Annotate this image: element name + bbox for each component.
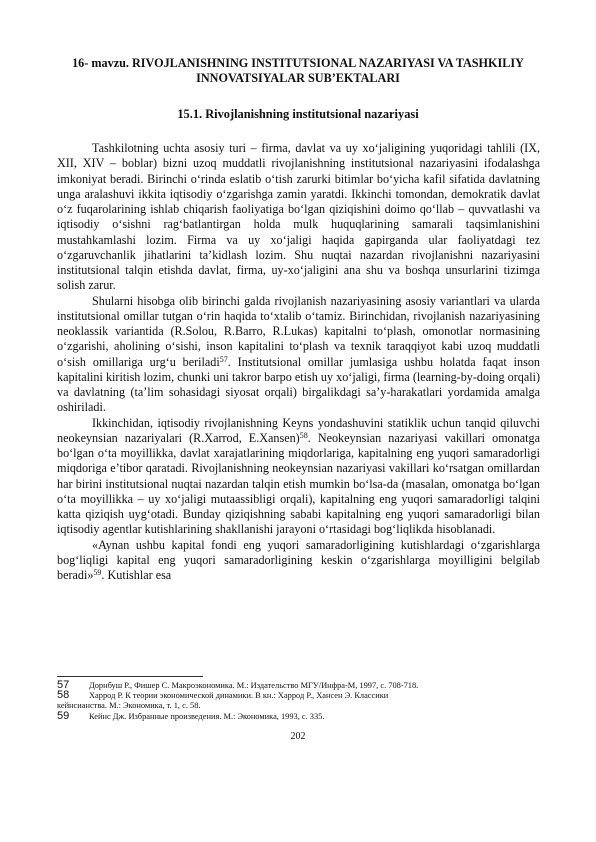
footnote-ref-59[interactable]: 59: [93, 568, 102, 577]
footnote-text: Кейнс Дж. Избранные произведения. М.: Экономика, 1993, с. 335.: [89, 711, 325, 721]
paragraph: [57, 294, 540, 416]
footnote-57: [57, 681, 540, 691]
paragraph: [57, 416, 540, 538]
footnote-divider: [57, 676, 203, 677]
paragraph-text: Ikkinchidan, iqtisodiy rivojlanishning Keyns yondashuvini statiklik uchun tanqid qiluvchi neokeynsian nazariyalari (R.Xarrod, E.Xansen): [57, 415, 540, 445]
footnote-59: [57, 709, 540, 722]
paragraph-text: Tashkilotning uchta asosiy turi – firma, davlat va uy xo‘jaligining yuqoridagi tahlili (IX, XII, XIV – boblar) bizni uzoq muddatli rivojlanishning institutsional nazariyasini ifodalashga imkoniyat beradi. Birinchi o‘rinda eslatib o‘tish zarurki bitimlar bo‘yicha kafil sifatida davlatning unga aralashuvi ikkita iqtisodiy o‘zgarishga zamin yaratdi. Ikkinchi tomondan, demokratik davlat o‘z fuqarolarining ishlab chiqarish faoliyatiga bo‘lgan qiziqishini doimo qo‘llab – quvvatlashi va iqtisodiy o‘sishni rag‘batlantirgan holda mulk huquqlarining samarali taqsimlanishini mustahkamlashi lozim. Firma va uy xo‘jaligi haqida gapirganda ular faoliyatdagi tez o‘zgaruvchanlik jihatlarini ta’kidlash lozim. Shu nuqtai nazardan rivojlanishni nazariyasini institutsional talqin etishda davlat, firma, uy-xo‘jaligini ana shu va boshqa unsurlarini tizimga solish zarur.: [57, 141, 540, 293]
footnote-number: 59: [57, 709, 70, 722]
footnote-text: Дорнбуш Р., Фишер С. Макроэкономика. М.: Издательство МГУ/Инфра-М, 1997, с. 708-718.: [89, 681, 419, 690]
paragraph-text-cont: . Neokeynsian nazariyasi vakillari omonatga bo‘lgan o‘ta moyillikka, davlat xarajatlarining miqdorlariga, kapitalning eng yuqori samaradorligi miqdoriga e’tibor qaratadi. Rivojlanishning neokeynsian nazariyasi vakillari ko‘rsatgan omillardan har birini institutsional nuqtai nazardan talqin etish mumkin bo‘lsa-da (masalan, omonatga bo‘lgan o‘ta moyillikka – uy xo‘jaligi mutaassibligi orqali), kapitalning eng yuqori samaradorligi talqini katta qiziqish uyg‘otadi. Bunday qiziqishning sababi kapitalning eng yuqori samaradorligi bilan iqtisodiy agentlar kutishlarining shakllanishi jarayoni o‘rtasidagi bog‘liqlikda hisoblanadi.: [57, 430, 540, 537]
footnotes: [57, 681, 540, 722]
paragraph: [57, 538, 540, 584]
section-title: 15.1. Rivojlanishning institutsional nazariyasi: [177, 107, 419, 121]
paragraph-text: «Aynan ushbu kapital fondi eng yuqori samaradorligining kutishlardagi o‘zgarishlarga bog‘liqligi kapital eng yuqori samaradorligining keskin o‘zgarishlarga moyilligini belgilab beradi»: [57, 537, 540, 582]
footnote-58: [57, 691, 540, 711]
chapter-title: 16- mavzu. RIVOJLANISHNING INSTITUTSIONAL NAZARIYASI VA TASHKILIY INNOVATSIYALAR SUB’EKTALARI: [72, 56, 524, 85]
paragraph: [57, 141, 540, 294]
footnote-number: 58: [57, 689, 70, 702]
footnote-text-cont: кейнсианства. М.: Экономика, т. 1, с. 58.: [57, 701, 201, 711]
paragraph-text: Shularni hisobga olib birinchi galda rivojlanish nazariyasining asosiy variantlari va ularda institutsional omillar tutgan o‘rin haqida to‘xtalib o‘tamiz. Birinchidan, rivojlanish nazariyasining neoklassik variantida (R.Solou, R.Barro, R.Lukas) kapitalni to‘plash, omonotlar normasining o‘zgarishi, aholining o‘sishi, inson kapitalini to‘plash va texnik taraqqiyot kabi uzoq muddatli o‘sish omillariga urg‘u beriladi: [57, 293, 540, 369]
footnote-number: 57: [57, 679, 70, 691]
paragraph-text-cont: . Kutishlar esa: [101, 568, 172, 582]
footnote-ref-57[interactable]: 57: [219, 354, 228, 364]
page-number: 202: [290, 731, 306, 742]
paragraph-text-cont: . Institutsional omillar jumlasiga ushbu holatda faqat inson kapitalini kiritish lozim, chunki uni takror barpo etish uy xo‘jaligi, firma (learning-by-doing orqali) va davlatning (ta’lim sohasidagi siyosat orqali) birgalikdagi sa’y-harakatlari yordamida amalga oshiriladi.: [57, 354, 540, 415]
footnote-ref-58[interactable]: 58: [299, 430, 308, 440]
footnote-text: Харрод Р. К теории экономической динамики. В кн.: Харрод Р., Хансен Э. Классики: [89, 691, 389, 701]
body-text: [57, 141, 540, 583]
